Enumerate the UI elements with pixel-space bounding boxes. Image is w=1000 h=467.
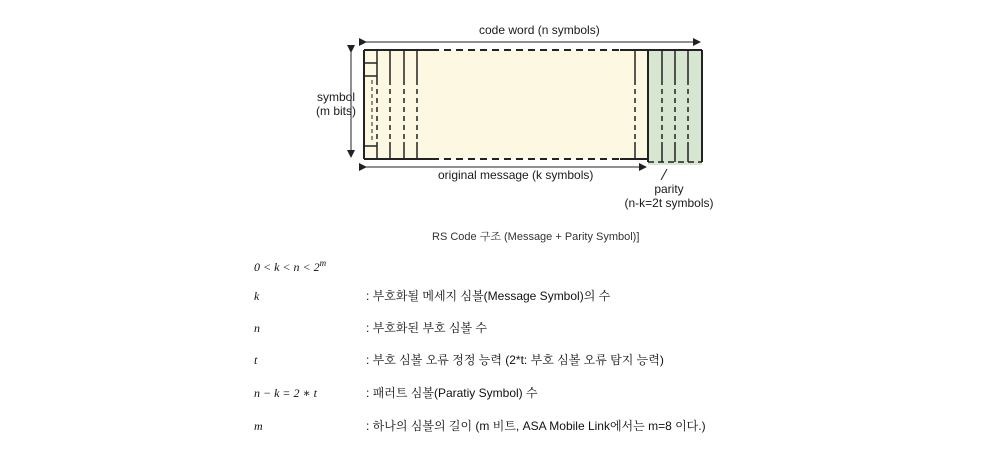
message-region [364,50,648,159]
parity-label [619,182,719,210]
definition-symbol-t: t [254,353,258,367]
parity-label-line1: parity [654,182,684,196]
definition-desc-m: : 하나의 심볼의 길이 (m 비트, ASA Mobile Link에서는 m=8 이다.) [366,419,706,433]
constraint-text: 0 < k < n < 2 [254,260,320,274]
original-message-label [438,168,593,182]
definition-desc-n-minus-k: : 패러트 심볼(Paratiy Symbol) 수 [366,386,538,400]
definition-symbol-n: n [254,321,260,335]
definition-symbol-k: k [254,289,260,303]
definition-desc-k: : 부호화될 메세지 심볼(Message Symbol)의 수 [366,289,611,303]
constraint-exponent: m [319,258,327,268]
parity-pointer [661,169,667,180]
symbol-label [316,90,356,118]
code-word-label [479,23,600,37]
constraint-equation [254,258,326,275]
figure-caption: RS Code 구조 (Message + Parity Symbol)] [432,231,640,243]
code-word-label-text: code word (n symbols) [479,23,600,37]
parity-label-line2: (n-k=2t symbols) [624,196,714,210]
symbol-label-line1: symbol [316,90,355,104]
definition-desc-t: : 부호 심볼 오류 정정 능력 (2*t: 부호 심볼 오류 탐지 능력) [366,353,664,367]
definition-symbol-m: m [254,419,263,433]
symbol-label-line2: (m bits) [316,104,356,118]
original-message-label-text: original message (k symbols) [438,168,594,182]
definition-symbol-n-minus-k: n − k = 2 ∗ t [254,386,318,400]
definition-desc-n: : 부호화된 부호 심볼 수 [366,321,487,335]
